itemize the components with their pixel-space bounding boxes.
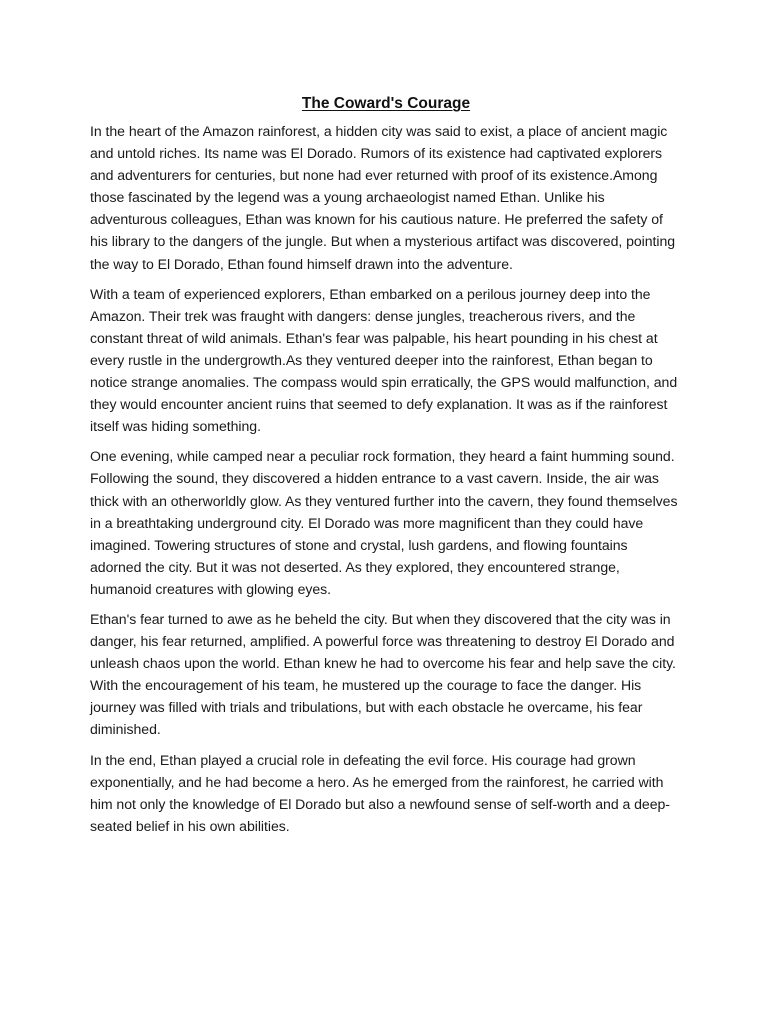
paragraph-5: In the end, Ethan played a crucial role in defeating the evil force. His courage had grown exponentially, and he had become a hero. As he emerged from the rainforest, he carried with him not only the knowledge of El Dorado but also a newfound sense of self-worth and a deep-seated belief in his own abilities. <box>90 751 670 834</box>
paragraph-4: Ethan's fear turned to awe as he beheld the city. But when they discovered that the city was in danger, his fear returned, amplified. A powerful force was threatening to destroy El Dorado and unleash chaos upon the world. Ethan knew he had to overcome his fear and help save the city. With the encouragement of his team, he mustered up the courage to face the danger. His journey was filled with trials and tribulations, but with each obstacle he overcame, his fear diminished. <box>90 610 676 738</box>
paragraph-2: With a team of experienced explorers, Ethan embarked on a perilous journey deep into the Amazon. Their trek was fraught with dangers: dense jungles, treacherous rivers, and the constant threat of wild animals. Ethan's fear was palpable, his heart pounding in his chest at every rustle in the undergrowth.As they ventured deeper into the rainforest, Ethan began to notice strange anomalies. The compass would spin erratically, the GPS would malfunction, and they would encounter ancient ruins that seemed to defy explanation. It was as if the rainforest itself was hiding something. <box>90 285 678 435</box>
document-title: The Coward's Courage <box>301 95 471 112</box>
paragraph-1: In the heart of the Amazon rainforest, a hidden city was said to exist, a place of ancient magic and untold riches. Its name was El Dorado. Rumors of its existence had captivated explorers and adventurers for centuries, but none had ever returned with proof of its existence.Among those fascinated by the legend was a young archaeologist named Ethan. Unlike his adventurous colleagues, Ethan was known for his cautious nature. He preferred the safety of his library to the dangers of the jungle. But when a mysterious artifact was discovered, pointing the way to El Dorado, Ethan found himself drawn into the adventure. <box>90 123 676 272</box>
paragraph-3: One evening, while camped near a peculiar rock formation, they heard a faint humming sound. Following the sound, they discovered a hidden entrance to a vast cavern. Inside, the air was thick with an otherworldly glow. As they ventured further into the cavern, they found themselves in a breathtaking underground city. El Dorado was more magnificent than they could have imagined. Towering structures of stone and crystal, lush gardens, and flowing fountains adorned the city. But it was not deserted. As they explored, they encountered strange, humanoid creatures with glowing eyes. <box>90 448 678 597</box>
